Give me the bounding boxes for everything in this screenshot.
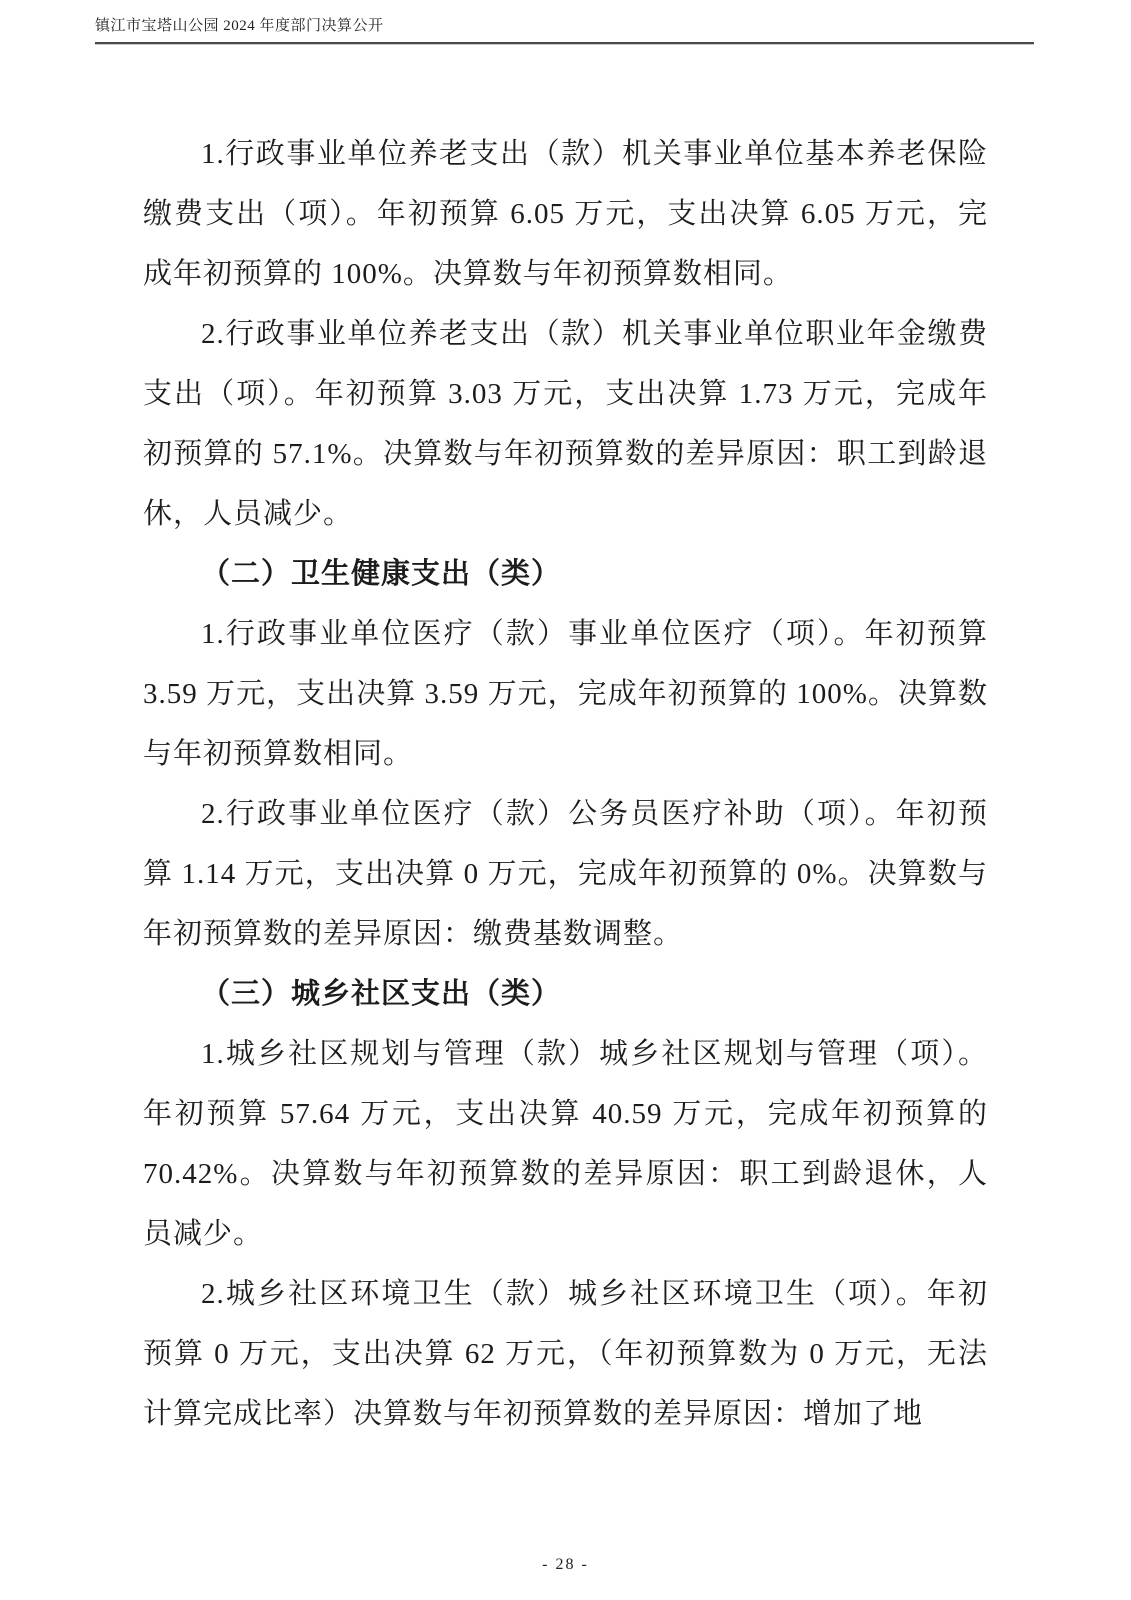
document-body — [143, 124, 988, 1444]
paragraph: 1.行政事业单位医疗（款）事业单位医疗（项）。年初预算 3.59 万元，支出决算 3.59 万元，完成年初预算的 100%。决算数与年初预算数相同。 — [143, 618, 988, 770]
paragraph: 2.城乡社区环境卫生（款）城乡社区环境卫生（项）。年初预算 0 万元，支出决算 62 万元，（年初预算数为 0 万元，无法计算完成比率）决算数与年初预算数的差异原因：增加了地 — [143, 1278, 988, 1430]
paragraph: 1.行政事业单位养老支出（款）机关事业单位基本养老保险缴费支出（项）。年初预算 6.05 万元，支出决算 6.05 万元，完成年初预算的 100%。决算数与年初预算数相同。 — [143, 138, 988, 290]
page-number: - 28 - — [542, 1556, 589, 1573]
header-title: 镇江市宝塔山公园 2024 年度部门决算公开 — [95, 18, 384, 34]
section-heading: （三）城乡社区支出（类） — [201, 978, 562, 1010]
paragraph: 2.行政事业单位医疗（款）公务员医疗补助（项）。年初预算 1.14 万元，支出决算 0 万元，完成年初预算的 0%。决算数与年初预算数的差异原因：缴费基数调整。 — [143, 798, 988, 950]
paragraph: 1.城乡社区规划与管理（款）城乡社区规划与管理（项）。年初预算 57.64 万元，支出决算 40.59 万元，完成年初预算的 70.42%。决算数与年初预算数的差异原因：职工到龄退休，人员减少。 — [143, 1038, 988, 1250]
section-heading: （二）卫生健康支出（类） — [201, 558, 562, 590]
paragraph: 2.行政事业单位养老支出（款）机关事业单位职业年金缴费支出（项）。年初预算 3.03 万元，支出决算 1.73 万元，完成年初预算的 57.1%。决算数与年初预算数的差异原因：职工到龄退休，人员减少。 — [143, 318, 988, 530]
page-header — [95, 0, 1034, 44]
page-footer — [0, 1556, 1131, 1574]
